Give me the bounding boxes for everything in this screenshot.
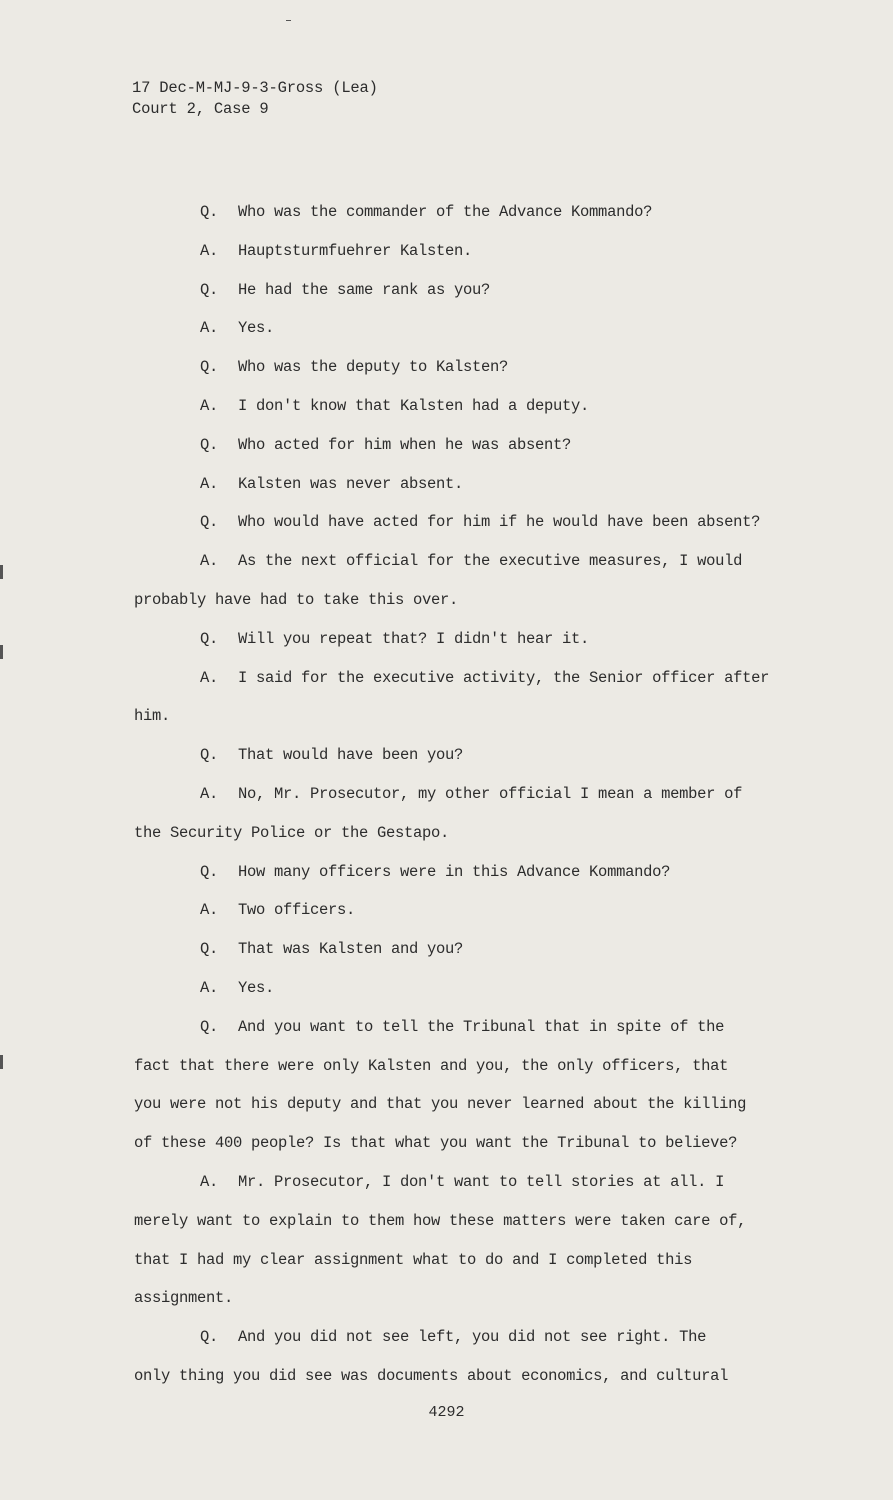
speaker-label: Q. xyxy=(200,203,219,221)
transcript-line xyxy=(134,465,834,504)
line-text: As the next official for the executive measures, I would xyxy=(238,552,743,571)
speaker-label: Q. xyxy=(200,746,219,765)
speaker-label: Q. xyxy=(200,1328,219,1347)
line-text: How many officers were in this Advance Kommando? xyxy=(238,862,671,881)
line-text: Two officers. xyxy=(238,901,356,920)
speaker-label: A. xyxy=(200,241,219,260)
transcript-line xyxy=(134,930,834,969)
line-text: Who was the deputy to Kalsten? xyxy=(238,358,509,377)
speaker-label: A. xyxy=(200,668,219,687)
page-number: 4292 xyxy=(428,1404,465,1421)
transcript-line xyxy=(134,1163,834,1202)
line-text: He had the same rank as you? xyxy=(238,280,491,299)
line-text: Yes. xyxy=(238,978,275,997)
transcript-line xyxy=(134,697,834,736)
line-text: Kalsten was never absent. xyxy=(238,474,464,493)
line-text: assignment. xyxy=(134,1289,234,1308)
left-edge-mark xyxy=(0,645,3,659)
line-text: That would have been you? xyxy=(238,746,464,765)
speaker-label: A. xyxy=(200,901,219,920)
line-text: only thing you did see was documents about economics, and cultural xyxy=(134,1366,729,1385)
line-text: you were not his deputy and that you never learned about the killing xyxy=(134,1095,747,1114)
speaker-label: A. xyxy=(200,784,219,803)
transcript-line xyxy=(134,814,834,853)
transcript-line xyxy=(134,503,834,542)
transcript-line xyxy=(134,193,834,232)
speaker-label: Q. xyxy=(200,1017,219,1036)
transcript-line xyxy=(134,426,834,465)
header-line-1: 17 Dec-M-MJ-9-3-Gross (Lea) xyxy=(132,79,378,97)
speaker-label: Q. xyxy=(200,513,219,532)
transcript-line xyxy=(134,1241,834,1280)
transcript-line xyxy=(134,1279,834,1318)
transcript-line xyxy=(134,542,834,581)
line-text: merely want to explain to them how these matters were taken care of, xyxy=(134,1211,747,1230)
line-text: Who would have acted for him if he would have been absent? xyxy=(238,513,761,532)
speaker-label: A. xyxy=(200,396,219,415)
transcript-line xyxy=(134,1124,834,1163)
line-text: the Security Police or the Gestapo. xyxy=(134,823,450,842)
line-text: I don't know that Kalsten had a deputy. xyxy=(238,396,590,415)
transcript-line xyxy=(134,1318,834,1357)
line-text: of these 400 people? Is that what you want the Tribunal to believe? xyxy=(134,1134,738,1153)
transcript-line xyxy=(134,271,834,310)
speaker-label: A. xyxy=(200,474,219,493)
transcript-line xyxy=(134,620,834,659)
line-text: I said for the executive activity, the Senior officer after xyxy=(238,668,770,687)
line-text: Hauptsturmfuehrer Kalsten. xyxy=(238,241,473,260)
speaker-label: A. xyxy=(200,552,219,571)
transcript-line xyxy=(134,891,834,930)
transcript-line xyxy=(134,309,834,348)
speaker-label: Q. xyxy=(200,862,219,881)
speaker-label: Q. xyxy=(200,940,219,959)
speaker-label: Q. xyxy=(200,435,219,454)
transcript-line xyxy=(134,387,834,426)
transcript-line xyxy=(134,853,834,892)
line-text: And you want to tell the Tribunal that in spite of the xyxy=(238,1017,725,1036)
transcript-line xyxy=(134,1047,834,1086)
line-text: him. xyxy=(134,707,171,726)
line-text: Mr. Prosecutor, I don't want to tell stories at all. I xyxy=(238,1172,725,1191)
line-text: fact that there were only Kalsten and you, the only officers, that xyxy=(134,1056,729,1075)
line-text: that I had my clear assignment what to do and I completed this xyxy=(134,1250,693,1269)
transcript-line xyxy=(134,736,834,775)
line-text: Yes. xyxy=(238,319,275,338)
line-text: Who was the commander of the Advance Kommando? xyxy=(238,203,653,221)
transcript-line xyxy=(134,1008,834,1047)
line-text: And you did not see left, you did not see right. The xyxy=(238,1328,707,1347)
document-header xyxy=(132,78,378,120)
transcript-line xyxy=(134,581,834,620)
top-dash-mark xyxy=(286,20,291,21)
line-text: Who acted for him when he was absent? xyxy=(238,435,572,454)
header-line-2: Court 2, Case 9 xyxy=(132,100,269,118)
transcript-line xyxy=(134,1202,834,1241)
transcript-line xyxy=(134,659,834,698)
transcript-line xyxy=(134,348,834,387)
speaker-label: Q. xyxy=(200,629,219,648)
line-text: That was Kalsten and you? xyxy=(238,940,464,959)
transcript-line xyxy=(134,775,834,814)
speaker-label: Q. xyxy=(200,358,219,377)
speaker-label: A. xyxy=(200,319,219,338)
left-edge-mark xyxy=(0,565,3,579)
transcript-body xyxy=(134,193,834,1396)
line-text: No, Mr. Prosecutor, my other official I mean a member of xyxy=(238,784,743,803)
speaker-label: A. xyxy=(200,1172,219,1191)
transcript-line xyxy=(134,1085,834,1124)
line-text: probably have had to take this over. xyxy=(134,590,459,609)
transcript-line xyxy=(134,969,834,1008)
line-text: Will you repeat that? I didn't hear it. xyxy=(238,629,590,648)
transcript-line xyxy=(134,1357,834,1396)
left-edge-mark xyxy=(0,1055,3,1069)
transcript-line xyxy=(134,232,834,271)
speaker-label: Q. xyxy=(200,280,219,299)
speaker-label: A. xyxy=(200,978,219,997)
